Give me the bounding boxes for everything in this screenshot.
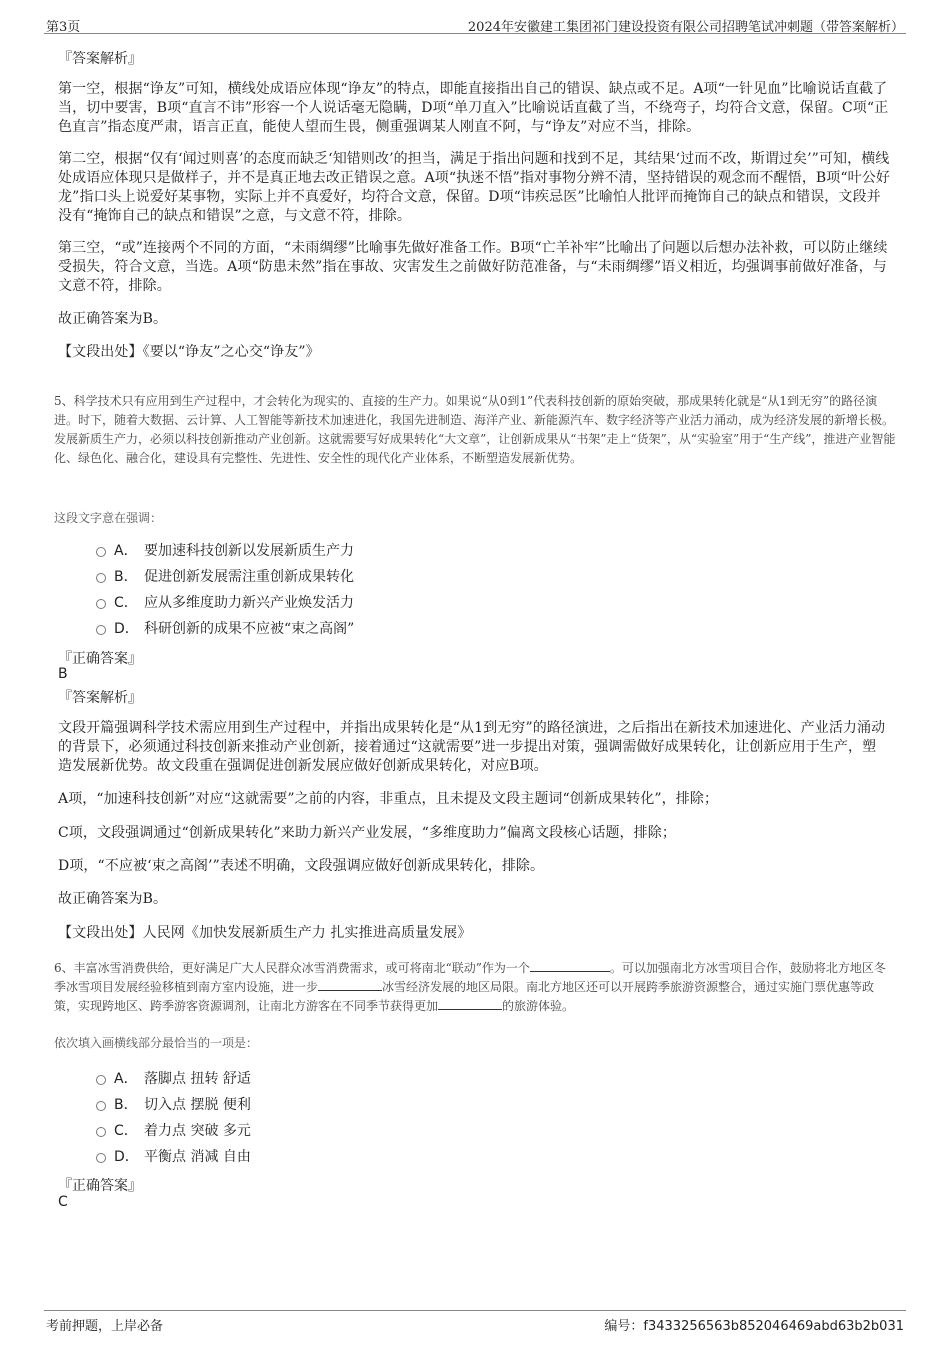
- q6-answer: C: [58, 1194, 68, 1210]
- q5-answer-label: 『正确答案』: [58, 651, 142, 667]
- q4-analysis-p2: 第二空，根据“仅有‘闻过则喜’的态度而缺乏‘知错则改’的担当，满足于指出问题和找到不足，其结果‘过而不改，斯谓过矣’”可知，横线处成语应体现只是做样子，并不是真正地去改正错误之意。A项“执迷不悟”指对事物分辨不清，坚持错误的观念而不醒悟，B项“叶公好龙”指口头上说爱好某事物，实际上并不真爱好，均符合文意，保留。D项“讳疾忌医”比喻怕人批评而掩饰自己的缺点和错误，文段并没有“掩饰自己的缺点和错误”之意，与文意不符，排除。: [58, 151, 890, 224]
- blank-2: [318, 979, 382, 991]
- q5-option-b[interactable]: B． 促进创新发展需注重创新成果转化: [96, 566, 354, 586]
- radio-icon[interactable]: [96, 599, 106, 609]
- q6-option-c[interactable]: C． 着力点 突破 多元: [96, 1120, 251, 1140]
- q5-analysis-p2: A项，“加速科技创新”对应“这就需要”之前的内容，非重点，且未提及文段主题词“创新成果转化”，排除；: [58, 791, 719, 807]
- q5-option-a[interactable]: A． 要加速科技创新以发展新质生产力: [96, 540, 354, 560]
- q6-option-d[interactable]: D． 平衡点 消减 自由: [96, 1146, 251, 1166]
- q5-analysis-p4: D项，“不应被‘束之高阁’”表述不明确，文段强调应做好创新成果转化，排除。: [58, 858, 545, 874]
- page-number: 第3页: [46, 20, 81, 35]
- radio-icon[interactable]: [96, 1127, 106, 1137]
- q6-option-b[interactable]: B． 切入点 摆脱 便利: [96, 1094, 251, 1114]
- document-title: 2024年安徽建工集团祁门建设投资有限公司招聘笔试冲刺题（带答案解析）: [467, 20, 904, 35]
- q6-stem: 6、丰富冰雪消费供给，更好满足广大人民群众冰雪消费需求，或可将南北“联动”作为一个 。可以加强南北方冰雪项目合作，鼓励将北方地区冬季冰雪项目发展经验移植到南方室内设施，进一步 冰雪经济发展的地区局限。南北方地区还可以开展跨季旅游资源整合，通过实施门票优惠等政策，实现跨地区、跨季游客资源调剂，让南北方游客在不同季节获得更加 的旅游体验。: [54, 961, 886, 1013]
- q5-answer: B: [58, 666, 68, 682]
- q5-analysis-label: 『答案解析』: [58, 690, 142, 706]
- page-footer: [44, 1310, 906, 1334]
- blank-3: [438, 998, 502, 1010]
- radio-icon[interactable]: [96, 1153, 106, 1163]
- radio-icon[interactable]: [96, 1101, 106, 1111]
- radio-icon[interactable]: [96, 547, 106, 557]
- footer-slogan: 考前押题，上岸必备: [46, 1319, 164, 1334]
- blank-1: [530, 960, 610, 972]
- radio-icon[interactable]: [96, 573, 106, 583]
- q4-conclusion: 故正确答案为B。: [58, 311, 168, 327]
- q5-stem: 5、科学技术只有应用到生产过程中，才会转化为现实的、直接的生产力。如果说“从0到1”代表科技创新的原始突破，那成果转化就是“从1到无穷”的路径演进。时下，随着大数据、云计算、人工智能等新技术加速进化，我国先进制造、海洋产业、新能源汽车、数字经济等产业活力涌动，成为经济发展的新增长极。发展新质生产力，必须以科技创新推动产业创新。这就需要写好成果转化“大文章”，让创新成果从“书架”走上“货架”，从“实验室”用于“生产线”，推进产业智能化、绿色化、融合化，建设具有完整性、先进性、安全性的现代化产业体系，不断塑造发展新优势。: [54, 394, 896, 465]
- q5-prompt: 这段文字意在强调：: [54, 511, 163, 525]
- q5-option-c[interactable]: C． 应从多维度助力新兴产业焕发活力: [96, 592, 354, 612]
- q4-analysis-label: 『答案解析』: [58, 51, 142, 67]
- document-id: 编号：f3433256563b852046469abd63b2b031: [604, 1319, 904, 1334]
- q4-analysis-p3: 第三空，“或”连接两个不同的方面，“未雨绸缪”比喻事先做好准备工作。B项“亡羊补牢”比喻出了问题以后想办法补救，可以防止继续受损失，符合文意，当选。A项“防患未然”指在事故、灾害发生之前做好防范准备，与“未雨绸缪”语义相近，均强调事前做好准备，与文意不符，排除。: [58, 240, 888, 294]
- radio-icon[interactable]: [96, 1075, 106, 1085]
- q5-analysis-p1: 文段开篇强调科学技术需应用到生产过程中，并指出成果转化是“从1到无穷”的路径演进，之后指出在新技术加速进化、产业活力涌动的背景下，必须通过科技创新来推动产业创新，接着通过“这就需要”进一步提出对策，强调需做好成果转化，让创新应用于生产，塑造发展新优势。故文段重在强调促进创新发展应做好创新成果转化，对应B项。: [58, 720, 886, 774]
- q4-analysis-p1: 第一空，根据“诤友”可知，横线处成语应体现“诤友”的特点，即能直接指出自己的错误、缺点或不足。A项“一针见血”比喻说话直截了当，切中要害，B项“直言不讳”形容一个人说话毫无隐瞒，D项“单刀直入”比喻说话直截了当，不绕弯子，均符合文意，保留。C项“正色直言”指态度严肃，语言正直，能使人望而生畏，侧重强调某人刚直不阿，与“诤友”对应不当，排除。: [58, 81, 889, 135]
- page-header: [44, 14, 906, 34]
- q6-prompt: 依次填入画横线部分最恰当的一项是：: [54, 1036, 259, 1050]
- radio-icon[interactable]: [96, 625, 106, 635]
- q6-option-a[interactable]: A． 落脚点 扭转 舒适: [96, 1068, 251, 1088]
- q5-analysis-p3: C项，文段强调通过“创新成果转化”来助力新兴产业发展，“多维度助力”偏离文段核心话题，排除；: [58, 825, 676, 841]
- q5-option-d[interactable]: D． 科研创新的成果不应被“束之高阁”: [96, 618, 354, 638]
- q5-conclusion: 故正确答案为B。: [58, 891, 168, 907]
- q4-source: 【文段出处】《要以“诤友”之心交“诤友”》: [58, 344, 320, 360]
- q5-source: 【文段出处】人民网《加快发展新质生产力 扎实推进高质量发展》: [58, 925, 472, 941]
- q6-answer-label: 『正确答案』: [58, 1178, 142, 1194]
